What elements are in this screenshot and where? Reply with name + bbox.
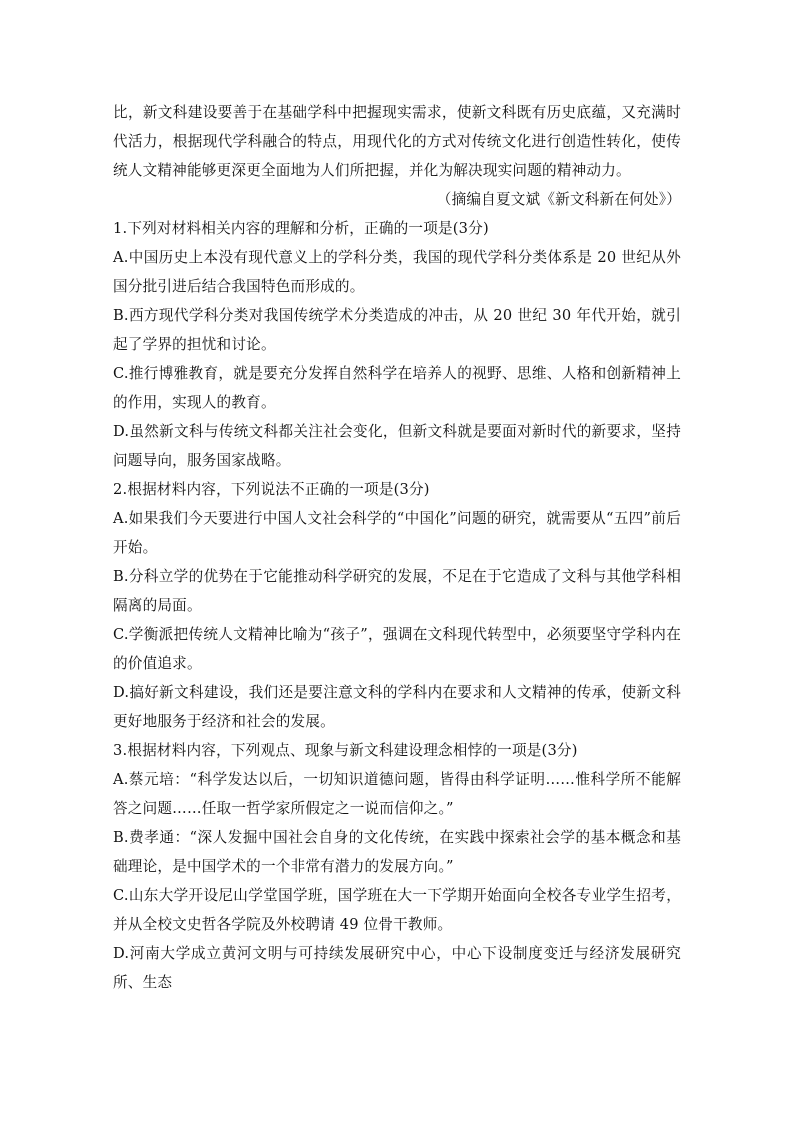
option-b: B.分科立学的优势在于它能推动科学研究的发展，不足在于它造成了文科与其他学科相隔离的局面。 — [113, 568, 681, 614]
option-b: B.费孝通：“深人发掘中国社会自身的文化传统，在实践中探索社会学的基本概念和基础理论，是中国学术的一个非常有潜力的发展方向。” — [113, 829, 681, 875]
question-stem: 1.下列对材料相关内容的理解和分析，正确的一项是(3分) — [113, 220, 489, 237]
passage-source: （摘编自夏文斌《新文科新在何处》） — [436, 191, 681, 208]
question-3 — [113, 736, 681, 997]
option-a: A.蔡元培：“科学发达以后，一切知识道德问题，皆得由科学证明……惟科学所不能解答之问题……任取一哲学家所假定之一说而信仰之。” — [113, 771, 681, 817]
question-1 — [113, 214, 681, 475]
question-stem: 2.根据材料内容，下列说法不正确的一项是(3分) — [113, 481, 430, 498]
passage-paragraph: 比，新文科建设要善于在基础学科中把握现实需求，使新文科既有历史底蕴，又充满时代活力，根据现代学科融合的特点，用现代化的方式对传统文化进行创造性转化，使传统人文精神能够更深更全面地为人们所把握，并化为解决现实问题的精神动力。 — [113, 104, 681, 179]
option-c: C.推行博雅教育，就是要充分发挥自然科学在培养人的视野、思维、人格和创新精神上的作用，实现人的教育。 — [113, 365, 681, 411]
option-b: B.西方现代学科分类对我国传统学术分类造成的冲击，从 20 世纪 30 年代开始，就引起了学界的担忧和讨论。 — [113, 307, 681, 353]
document-content — [113, 98, 681, 997]
option-d: D.虽然新文科与传统文科都关注社会变化，但新文科就是要面对新时代的新要求，坚持问题导向，服务国家战略。 — [113, 423, 681, 469]
option-d: D.搞好新文科建设，我们还是要注意文科的学科内在要求和人文精神的传承，使新文科更好地服务于经济和社会的发展。 — [113, 684, 681, 730]
option-a: A.如果我们今天要进行中国人文社会科学的“中国化”问题的研究，就需要从“五四”前后开始。 — [113, 510, 681, 556]
option-a: A.中国历史上本没有现代意义上的学科分类，我国的现代学科分类体系是 20 世纪从外国分批引进后结合我国特色而形成的。 — [113, 249, 681, 295]
question-2 — [113, 475, 681, 736]
question-stem: 3.根据材料内容，下列观点、现象与新文科建设理念相悖的一项是(3分) — [113, 742, 578, 759]
option-d: D.河南大学成立黄河文明与可持续发展研究中心，中心下设制度变迁与经济发展研究所、生态 — [113, 945, 681, 991]
option-c: C.山东大学开设尼山学堂国学班，国学班在大一下学期开始面向全校各专业学生招考，并从全校文史哲各学院及外校聘请 49 位骨干教师。 — [113, 887, 681, 933]
option-c: C.学衡派把传统人文精神比喻为“孩子”，强调在文科现代转型中，必须要坚守学科内在的价值追求。 — [113, 626, 681, 672]
